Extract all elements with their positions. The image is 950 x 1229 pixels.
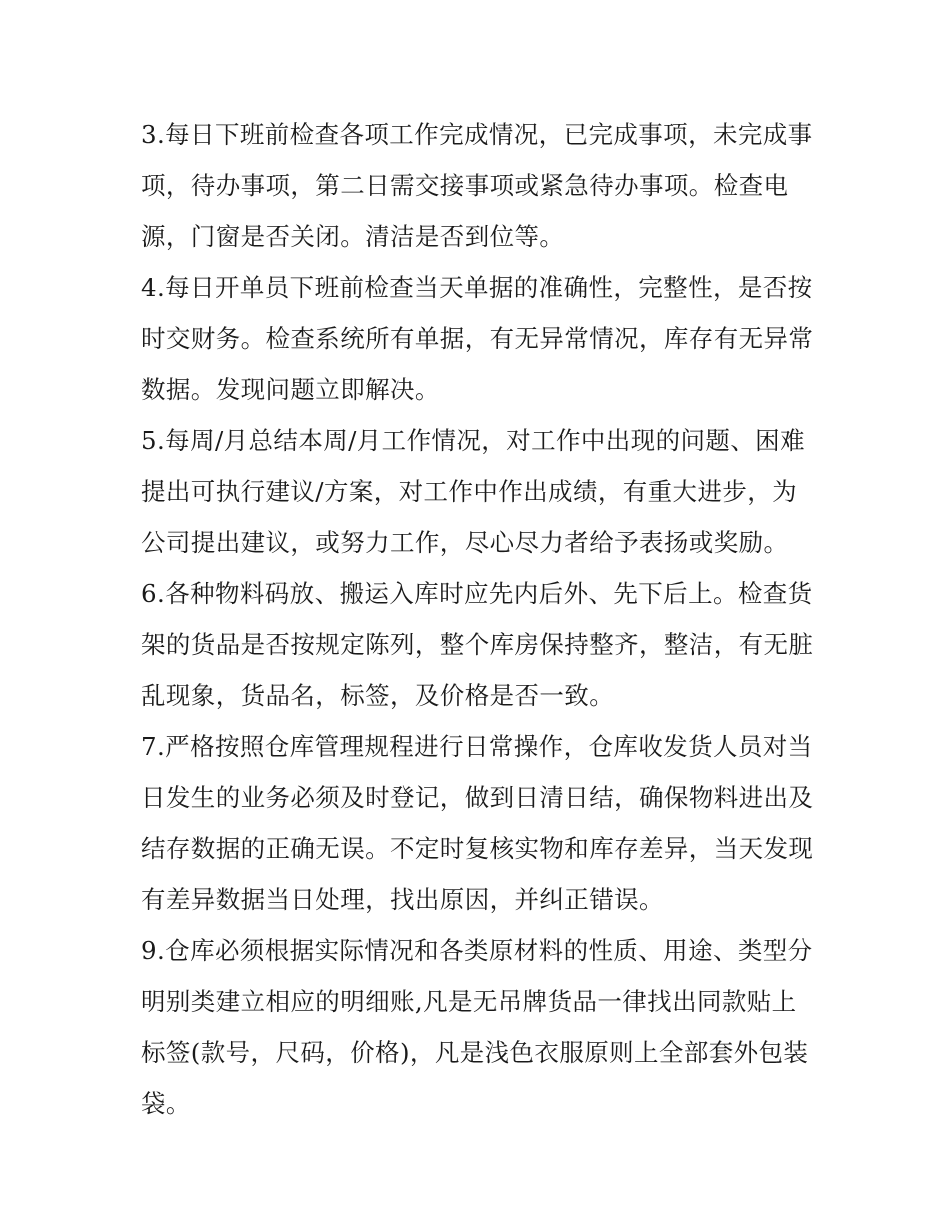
document-page bbox=[141, 109, 821, 1129]
text-line: 结存数据的正确无误。不定时复核实物和库存差异，当天发现 bbox=[141, 834, 814, 863]
text-line: 明别类建立相应的明细账,凡是无吊牌货品一律找出同款贴上 bbox=[141, 987, 797, 1016]
text-line: 有差异数据当日处理，找出原因，并纠正错误。 bbox=[141, 885, 664, 914]
text-line: 6.各种物料码放、搬运入库时应先内后外、先下后上。检查货 bbox=[141, 579, 813, 608]
text-line: 3.每日下班前检查各项工作完成情况，已完成事项，未完成事 bbox=[141, 120, 813, 149]
paragraph-item-9 bbox=[141, 925, 821, 1129]
paragraph-item-4 bbox=[141, 262, 821, 415]
text-line: 项，待办事项，第二日需交接事项或紧急待办事项。检查电 bbox=[141, 171, 789, 200]
text-line: 公司提出建议，或努力工作，尽心尽力者给予表扬或奖励。 bbox=[141, 528, 789, 557]
paragraph-item-3 bbox=[141, 109, 821, 262]
text-line: 提出可执行建议/方案，对工作中作出成绩，有重大进步，为 bbox=[141, 477, 798, 506]
text-line: 标签(款号，尺码，价格)，凡是浅色衣服原则上全部套外包装 bbox=[141, 1038, 809, 1067]
paragraph-item-5 bbox=[141, 415, 821, 568]
text-line: 9.仓库必须根据实际情况和各类原材料的性质、用途、类型分 bbox=[141, 936, 813, 965]
text-line: 乱现象，货品名，标签，及价格是否一致。 bbox=[141, 681, 615, 710]
text-line: 袋。 bbox=[141, 1089, 191, 1118]
paragraph-item-7 bbox=[141, 721, 821, 925]
text-line: 时交财务。检查系统所有单据，有无异常情况，库存有无异常 bbox=[141, 324, 814, 353]
paragraph-item-6 bbox=[141, 568, 821, 721]
text-line: 架的货品是否按规定陈列，整个库房保持整齐，整洁，有无脏 bbox=[141, 630, 814, 659]
text-line: 4.每日开单员下班前检查当天单据的准确性，完整性，是否按 bbox=[141, 273, 813, 302]
text-line: 7.严格按照仓库管理规程进行日常操作，仓库收发货人员对当 bbox=[141, 732, 813, 761]
text-line: 源，门窗是否关闭。清洁是否到位等。 bbox=[141, 222, 565, 251]
text-line: 数据。发现问题立即解决。 bbox=[141, 375, 440, 404]
text-line: 日发生的业务必须及时登记，做到日清日结，确保物料进出及 bbox=[141, 783, 814, 812]
text-line: 5.每周/月总结本周/月工作情况，对工作中出现的问题、困难 bbox=[141, 426, 805, 455]
